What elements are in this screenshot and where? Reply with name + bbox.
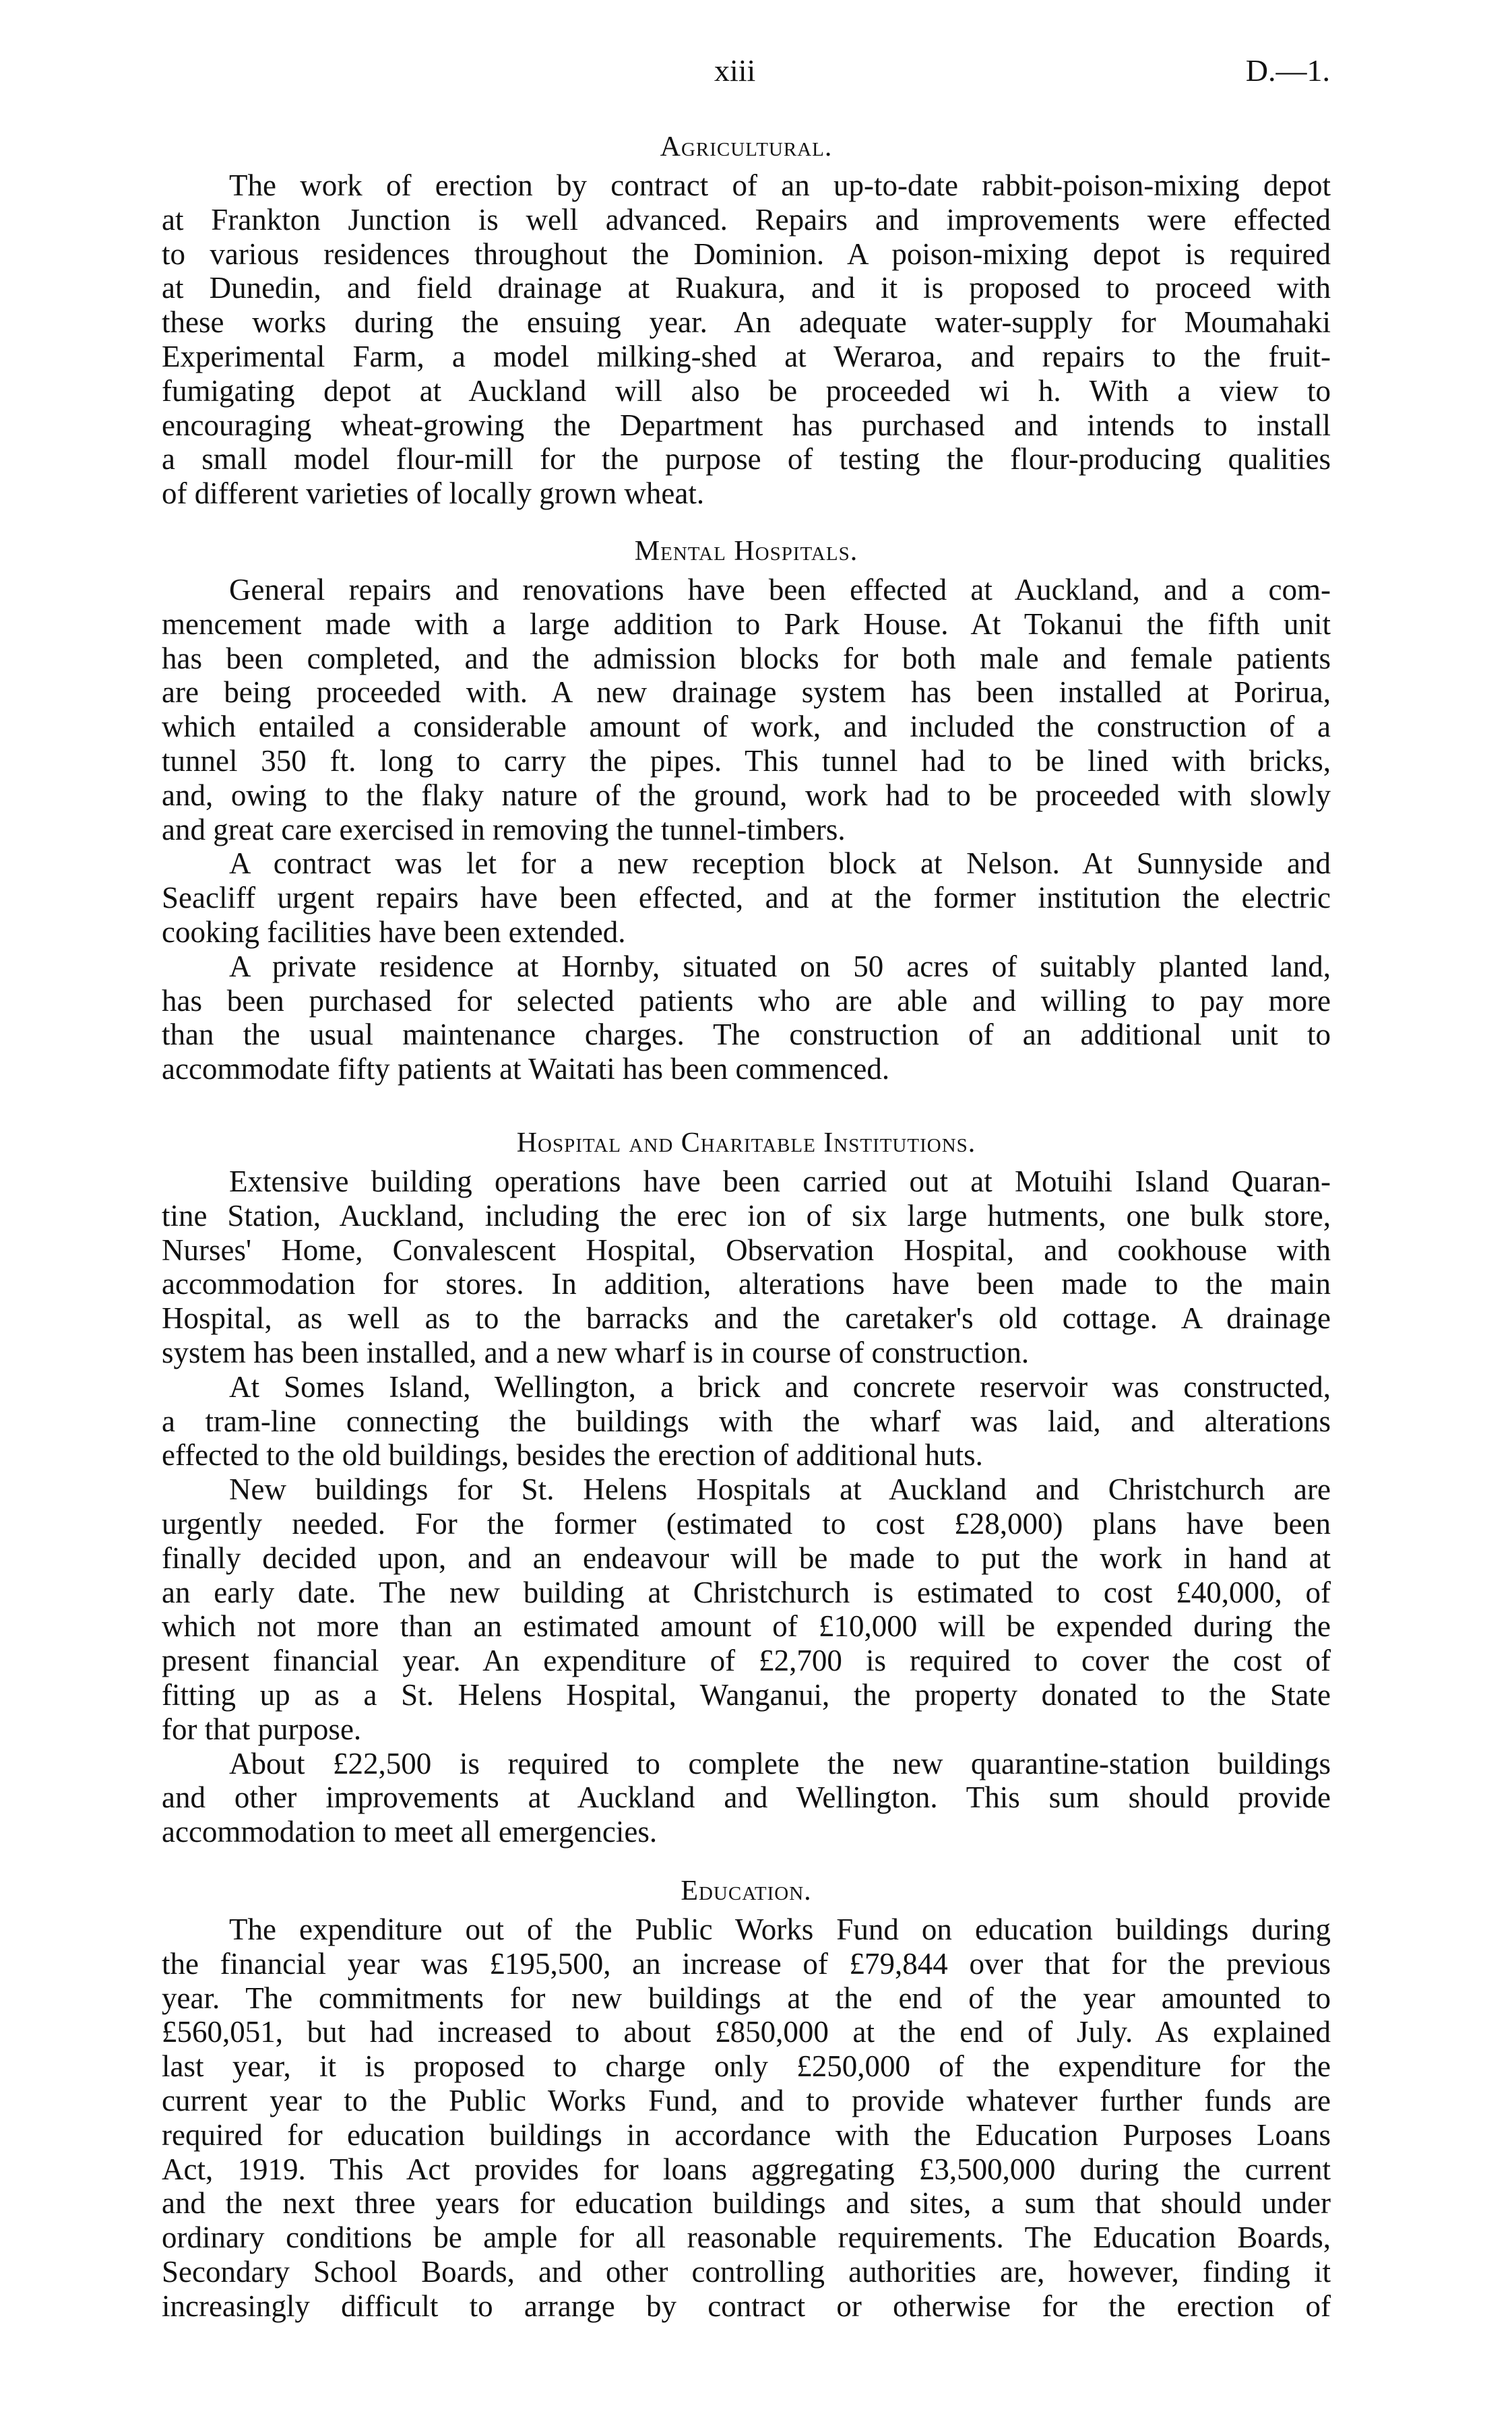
text-line: accommodate fifty patients at Waitati has been commenced. bbox=[162, 1052, 890, 1086]
text-line: required for education buildings in accordance with the Education Purposes Loans bbox=[162, 2117, 1331, 2152]
text-line: Act, 1919. This Act provides for loans aggregating £3,500,000 during the current bbox=[162, 2152, 1331, 2186]
section-heading: Mental Hospitals. bbox=[634, 536, 858, 567]
paragraph bbox=[162, 1913, 1331, 2324]
document-reference: D.—1. bbox=[1245, 53, 1330, 88]
text-line: which not more than an estimated amount of £10,000 will be expended during the bbox=[162, 1609, 1331, 1644]
text-line: effected to the old buildings, besides the erection of additional huts. bbox=[162, 1438, 983, 1472]
paragraph bbox=[162, 1165, 1331, 1370]
text-line: system has been installed, and a new wharf is in course of construction. bbox=[162, 1335, 1030, 1369]
text-line: increasingly difficult to arrange by contract or otherwise for the erection of bbox=[162, 2289, 1331, 2323]
text-line: of different varieties of locally grown wheat. bbox=[162, 476, 705, 511]
text-line: Nurses' Home, Convalescent Hospital, Observation Hospital, and cookhouse with bbox=[162, 1233, 1331, 1267]
text-line: £560,051, but had increased to about £850,000 at the end of July. As explained bbox=[162, 2015, 1331, 2049]
text-line: tunnel 350 ft. long to carry the pipes. This tunnel had to be lined with bricks, bbox=[162, 743, 1331, 778]
text-line: to various residences throughout the Dominion. A poison-mixing depot is required bbox=[162, 237, 1331, 271]
text-line: and other improvements at Auckland and Wellington. This sum should provide bbox=[162, 1780, 1331, 1815]
text-line: present financial year. An expenditure of £2,700 is required to cover the cost of bbox=[162, 1644, 1331, 1678]
text-line: New buildings for St. Helens Hospitals at Auckland and Christchurch are bbox=[229, 1472, 1331, 1507]
text-line: At Somes Island, Wellington, a brick and concrete reservoir was constructed, bbox=[229, 1369, 1331, 1404]
paragraph bbox=[162, 573, 1331, 846]
text-line: A private residence at Hornby, situated on 50 acres of suitably planted land, bbox=[229, 949, 1331, 983]
section bbox=[162, 125, 1331, 511]
text-line: at Dunedin, and field drainage at Ruakura, and it is proposed to proceed with bbox=[162, 271, 1331, 305]
text-line: The expenditure out of the Public Works Fund on education buildings during bbox=[229, 1913, 1331, 1946]
text-line: and the next three years for education buildings and sites, a sum that should under bbox=[162, 2186, 1331, 2221]
text-line: The work of erection by contract of an up-to-date rabbit-poison-mixing depot bbox=[229, 168, 1331, 202]
text-line: current year to the Public Works Fund, and to provide whatever further funds are bbox=[162, 2083, 1331, 2117]
section-heading: Agricultural. bbox=[660, 131, 833, 162]
text-line: Seacliff urgent repairs have been effected, and at the former institution the electric bbox=[162, 881, 1331, 915]
text-line: at Frankton Junction is well advanced. Repairs and improvements were effected bbox=[162, 202, 1331, 237]
text-line: last year, it is proposed to charge only £250,000 of the expenditure for the bbox=[162, 2049, 1331, 2084]
text-line: Hospital, as well as to the barracks and the caretaker's old cottage. A drainage bbox=[162, 1301, 1331, 1336]
text-line: these works during the ensuing year. An adequate water-supply for Moumahaki bbox=[162, 305, 1331, 340]
text-line: a tram-line connecting the buildings with the wharf was laid, and alterations bbox=[162, 1404, 1331, 1438]
text-line: fumigating depot at Auckland will also be proceeded wi h. With a view to bbox=[162, 373, 1331, 408]
text-line: and great care exercised in removing the tunnel-timbers. bbox=[162, 812, 846, 846]
text-line: year. The commitments for new buildings at the end of the year amounted to bbox=[162, 1981, 1331, 2015]
text-line: encouraging wheat-growing the Department has purchased and intends to install bbox=[162, 408, 1331, 442]
text-line: accommodation to meet all emergencies. bbox=[162, 1815, 658, 1849]
paragraph bbox=[162, 168, 1331, 511]
text-line: About £22,500 is required to complete the new quarantine-station buildings bbox=[229, 1746, 1331, 1780]
text-line: which entailed a considerable amount of work, and included the construction of a bbox=[162, 710, 1331, 744]
text-line: the financial year was £195,500, an increase of £79,844 over that for the previous bbox=[162, 1946, 1331, 1981]
text-line: fitting up as a St. Helens Hospital, Wanganui, the property donated to the State bbox=[162, 1677, 1331, 1712]
text-line: A contract was let for a new reception block at Nelson. At Sunnyside and bbox=[229, 846, 1331, 881]
paragraph bbox=[162, 846, 1331, 949]
paragraph bbox=[162, 950, 1331, 1086]
text-line: Experimental Farm, a model milking-shed at Weraroa, and repairs to the fruit- bbox=[162, 339, 1331, 373]
text-line: than the usual maintenance charges. The construction of an additional unit to bbox=[162, 1018, 1331, 1052]
text-line: urgently needed. For the former (estimated to cost £28,000) plans have been bbox=[162, 1506, 1331, 1541]
paragraph bbox=[162, 1747, 1331, 1849]
section-heading: Hospital and Charitable Institutions. bbox=[516, 1127, 976, 1158]
text-line: has been purchased for selected patients who are able and willing to pay more bbox=[162, 983, 1331, 1018]
section bbox=[162, 530, 1331, 1086]
section-heading: Education. bbox=[681, 1875, 812, 1906]
text-line: cooking facilities have been extended. bbox=[162, 914, 626, 949]
text-line: finally decided upon, and an endeavour will be made to put the work in hand at bbox=[162, 1541, 1331, 1575]
text-line: are being proceeded with. A new drainage system has been installed at Porirua, bbox=[162, 675, 1331, 710]
text-line: accommodation for stores. In addition, alterations have been made to the main bbox=[162, 1267, 1331, 1301]
paragraph bbox=[162, 1370, 1331, 1472]
page-number: xiii bbox=[714, 53, 756, 88]
text-line: a small model flour-mill for the purpose of testing the flour-producing qualities bbox=[162, 442, 1331, 476]
text-line: Secondary School Boards, and other controlling authorities are, however, finding it bbox=[162, 2254, 1331, 2289]
text-line: Extensive building operations have been carried out at Motuihi Island Quaran- bbox=[229, 1165, 1331, 1198]
text-line: General repairs and renovations have been effected at Auckland, and a com- bbox=[229, 573, 1331, 607]
paragraph bbox=[162, 1472, 1331, 1746]
text-line: has been completed, and the admission blocks for both male and female patients bbox=[162, 641, 1331, 675]
section bbox=[162, 1869, 1331, 2324]
section bbox=[162, 1121, 1331, 1849]
text-line: and, owing to the flaky nature of the ground, work had to be proceeded with slowly bbox=[162, 778, 1331, 812]
text-line: mencement made with a large addition to Park House. At Tokanui the fifth unit bbox=[162, 607, 1331, 641]
text-line: an early date. The new building at Christchurch is estimated to cost £40,000, of bbox=[162, 1575, 1331, 1609]
text-line: ordinary conditions be ample for all reasonable requirements. The Education Boards, bbox=[162, 2221, 1331, 2255]
text-line: for that purpose. bbox=[162, 1712, 362, 1746]
text-line: tine Station, Auckland, including the erec ion of six large hutments, one bulk store, bbox=[162, 1198, 1331, 1233]
